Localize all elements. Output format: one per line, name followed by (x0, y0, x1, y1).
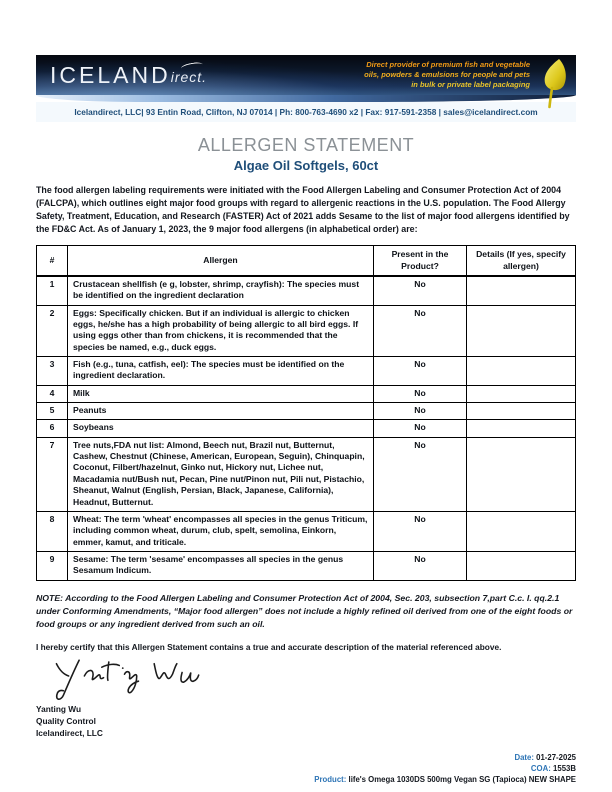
details-value (467, 276, 576, 305)
header-banner (36, 55, 576, 95)
column-header-details: Details (If yes, specify allergen) (467, 246, 576, 276)
page-title: ALLERGEN STATEMENT (197, 135, 415, 155)
details-value (467, 357, 576, 386)
details-value (467, 420, 576, 437)
note-paragraph: NOTE: According to the Food Allergen Labeling and Consumer Protection Act of 2004, Sec. 203, subsection 7,part C.c. I. qq.2.1 under Conforming Amendments, “Major food allergen” does not include a highly refined oil derived from one of the eight foods or food groups or any ingredient derived from such an oil. (36, 592, 573, 629)
contact-bar: Icelandirect, LLC| 93 Entin Road, Clifton, NJ 07014 | Ph: 800-763-4690 x2 | Fax: 917-591-2358 | sales@icelandirect.com (36, 102, 576, 122)
present-value: No (374, 437, 467, 511)
table-row (37, 420, 576, 437)
date-value: 01-27-2025 (536, 752, 576, 762)
details-value (467, 403, 576, 420)
allergen-description: Tree nuts,FDA nut list: Almond, Beech nut, Brazil nut, Butternut, Cashew, Chestnut (Chinese, American, European, Seguin), Chinquapin, Coconut, Filbert/hazelnut, Ginko nut, Hickory nut, Lichee nut, Macadamia nut/Bush nut, Pecan, Pine nut/Pinon nut, Pili nut, Pistachio, Sheanut, Walnut (English, Persian, Black, Japanese, California), Headnut, Butternut. (68, 437, 374, 511)
row-number: 5 (37, 403, 68, 420)
document-meta (36, 752, 576, 786)
present-value: No (374, 357, 467, 386)
table-header-row (37, 246, 576, 276)
row-number: 1 (37, 276, 68, 305)
column-header-allergen: Allergen (68, 246, 374, 276)
meta-product-line (36, 774, 576, 785)
column-header-present: Present in the Product? (374, 246, 467, 276)
details-value (467, 551, 576, 580)
signer-block (36, 703, 576, 739)
allergen-table (36, 245, 576, 580)
present-value: No (374, 276, 467, 305)
allergen-description: Soybeans (68, 420, 374, 437)
signature-image (38, 655, 218, 703)
present-value: No (374, 305, 467, 356)
table-row (37, 551, 576, 580)
table-row (37, 437, 576, 511)
table-row (37, 276, 576, 305)
logo-text-sub: irect. (170, 69, 208, 85)
product-value: life's Omega 1030DS 500mg Vegan SG (Tapioca) NEW SHAPE (348, 775, 576, 785)
allergen-description: Peanuts (68, 403, 374, 420)
coa-value: 1553B (553, 764, 576, 774)
allergen-table-body (37, 276, 576, 580)
details-value (467, 511, 576, 551)
tagline-line: Direct provider of premium fish and vegetable (366, 60, 530, 69)
product-label: Product: (314, 775, 347, 785)
tagline-line: in bulk or private label packaging (411, 79, 530, 89)
allergen-description: Fish (e.g., tuna, catfish, eel): The species must be identified on the ingredient declaration. (68, 357, 374, 386)
details-value (467, 437, 576, 511)
column-header-number: # (37, 246, 68, 276)
header-tagline (364, 60, 530, 90)
meta-date-line (36, 752, 576, 763)
table-row (37, 357, 576, 386)
banner-swoosh-stripe (36, 95, 576, 102)
row-number: 9 (37, 551, 68, 580)
signer-name: Yanting Wu (36, 703, 82, 714)
date-label: Date: (514, 752, 534, 762)
company-logo (50, 62, 207, 89)
table-row (37, 511, 576, 551)
row-number: 3 (37, 357, 68, 386)
allergen-description: Wheat: The term 'wheat' encompasses all species in the genus Triticum, including common wheat, durum, club, spelt, semolina, Einkorn, emmer, kamut, and triticale. (68, 511, 374, 551)
page-subtitle: Algae Oil Softgels, 60ct (233, 158, 379, 173)
row-number: 6 (37, 420, 68, 437)
present-value: No (374, 551, 467, 580)
allergen-description: Milk (68, 385, 374, 402)
row-number: 8 (37, 511, 68, 551)
present-value: No (374, 420, 467, 437)
tagline-line: oils, powders & emulsions for people and pets (364, 69, 530, 79)
present-value: No (374, 385, 467, 402)
signer-role: Quality Control (36, 715, 96, 726)
details-value (467, 305, 576, 356)
table-row (37, 403, 576, 420)
row-number: 2 (37, 305, 68, 356)
table-row (37, 305, 576, 356)
details-value (467, 385, 576, 402)
meta-coa-line (36, 763, 576, 774)
allergen-description: Sesame: The term 'sesame' encompasses all species in the genus Sesamum Indicum. (68, 551, 374, 580)
row-number: 7 (37, 437, 68, 511)
allergen-description: Eggs: Specifically chicken. But if an individual is allergic to chicken eggs, he/she has a high probability of being allergic to all bird eggs. If using eggs other than from chickens, it is recommended that the species be named, e.g., duck eggs. (68, 305, 374, 356)
certification-statement: I hereby certify that this Allergen Statement contains a true and accurate description of the material referenced above. (36, 641, 502, 652)
present-value: No (374, 511, 467, 551)
intro-paragraph: The food allergen labeling requirements were initiated with the Food Allergen Labeling and Consumer Protection Act of 2004 (FALCPA), which outlines eight major food groups with regard to allergenic reactions in the U.S. population. The Food Allergy Safety, Treatment, Education, and Research (FASTER) Act of 2021 adds Sesame to the list of major food allergens identified by the FD&C Act. As of January 1, 2023, the 9 major food allergens (in alphabetical order) are: (36, 185, 570, 235)
table-row (37, 385, 576, 402)
row-number: 4 (37, 385, 68, 402)
allergen-description: Crustacean shellfish (e g, lobster, shrimp, crayfish): The species must be identified on the ingredient declaration (68, 276, 374, 305)
logo-text-main: ICELAND (50, 62, 171, 88)
coa-label: COA: (530, 764, 551, 774)
oil-drop-icon (536, 57, 570, 109)
signer-company: Icelandirect, LLC (36, 727, 103, 738)
present-value: No (374, 403, 467, 420)
